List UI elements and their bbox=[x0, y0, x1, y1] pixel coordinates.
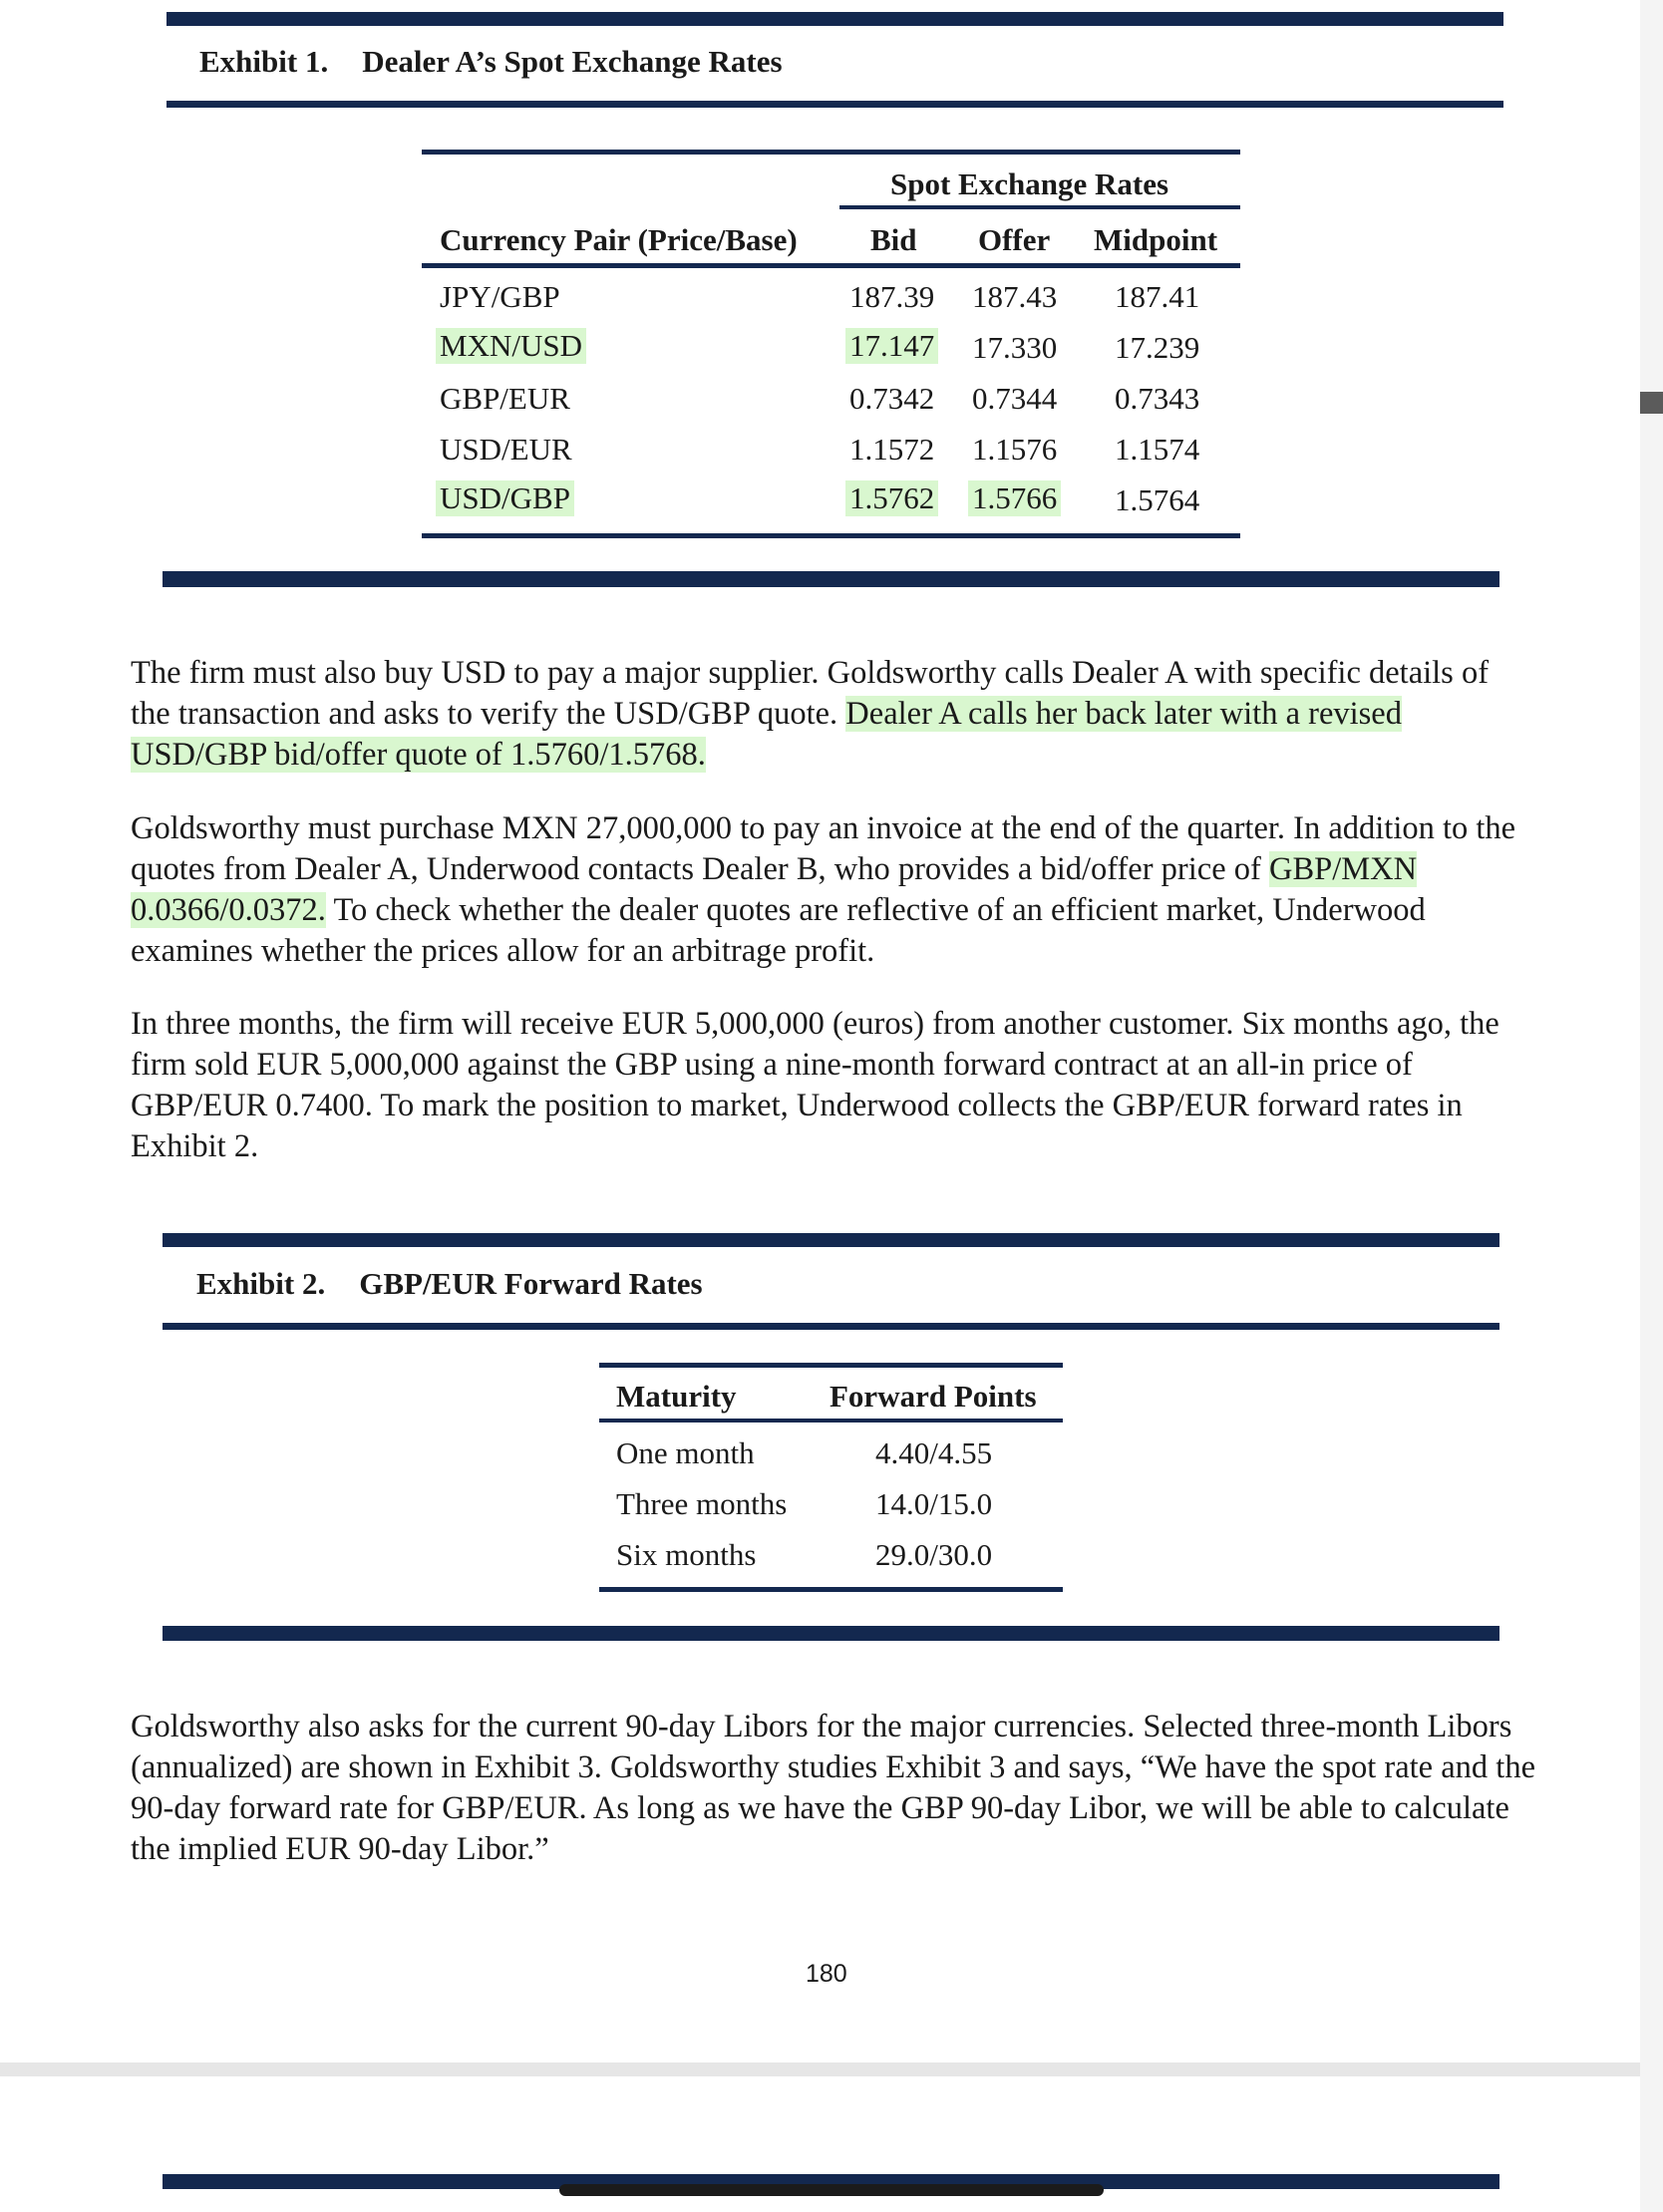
row-mid: 1.5764 bbox=[1115, 482, 1200, 517]
row-pair-highlighted: USD/GBP bbox=[436, 480, 574, 516]
exhibit2-title: GBP/EUR Forward Rates bbox=[359, 1266, 703, 1301]
row-bid: 1.1572 bbox=[849, 432, 935, 467]
row-bid: 187.39 bbox=[849, 279, 935, 314]
row-offer: 0.7344 bbox=[972, 381, 1058, 416]
row-offer: 17.330 bbox=[972, 330, 1058, 365]
page-number: 180 bbox=[806, 1960, 847, 1988]
column-header-bid: Bid bbox=[870, 222, 917, 257]
row-maturity: Three months bbox=[616, 1486, 788, 1521]
page-separator bbox=[0, 2062, 1640, 2076]
row-maturity: One month bbox=[616, 1435, 755, 1470]
highlighted-text: Dealer A calls her back later with a revised USD/GBP bid/offer quote of 1.5760/1.5768. bbox=[131, 696, 1402, 773]
row-mid: 0.7343 bbox=[1115, 381, 1200, 416]
exhibit2-bottom-rule bbox=[163, 1626, 1499, 1641]
table2-header-rule bbox=[599, 1419, 1063, 1422]
column-header-midpoint: Midpoint bbox=[1094, 222, 1218, 257]
home-indicator[interactable] bbox=[559, 2184, 1104, 2196]
table2-bottom-rule bbox=[599, 1587, 1063, 1592]
row-pair: GBP/EUR bbox=[440, 381, 570, 416]
paragraph-text: In three months, the firm will receive EUR 5,000,000 (euros) from another customer. Six months ago, the firm sold EUR 5,000,000 against the GBP using a nine-month forward contract at an all-in price of GBP/EUR 0.7400. To mark the position to market, Underwood collects the GBP/EUR forward rates in Exhibit 2. bbox=[131, 1006, 1499, 1164]
row-pair: USD/EUR bbox=[440, 432, 572, 467]
row-mid: 1.1574 bbox=[1115, 432, 1200, 467]
row-bid-highlighted: 1.5762 bbox=[845, 480, 938, 516]
row-offer: 1.1576 bbox=[972, 432, 1058, 467]
exhibit1-number: Exhibit 1. bbox=[199, 44, 329, 79]
row-points: 29.0/30.0 bbox=[875, 1537, 993, 1572]
row-points: 14.0/15.0 bbox=[875, 1486, 993, 1521]
row-bid-highlighted: 17.147 bbox=[845, 328, 938, 364]
paragraph-text: To check whether the dealer quotes are reflective of an efficient market, Underwood examines whether the prices allow for an arbitrage profit. bbox=[131, 892, 1426, 969]
column-header-pair: Currency Pair (Price/Base) bbox=[440, 222, 798, 257]
row-bid: 0.7342 bbox=[849, 381, 935, 416]
row-mid: 17.239 bbox=[1115, 330, 1200, 365]
paragraph-text: Goldsworthy also asks for the current 90-day Libors for the major currencies. Selected three-month Libors (annualized) are shown in Exhibit 3. Goldsworthy studies Exhibit 3 and says, “We have the spot rate and the 90-day forward rate for GBP/EUR. As long as we have the GBP 90-day Libor, we will be able to calculate the implied EUR 90-day Libor.” bbox=[131, 1709, 1535, 1867]
row-points: 4.40/4.55 bbox=[875, 1435, 993, 1470]
row-offer-highlighted: 1.5766 bbox=[968, 480, 1061, 516]
column-header-forward-points: Forward Points bbox=[830, 1379, 1037, 1414]
row-offer: 187.43 bbox=[972, 279, 1058, 314]
paragraph-libor bbox=[131, 1707, 1536, 1870]
column-header-maturity: Maturity bbox=[616, 1379, 737, 1414]
table2-top-rule bbox=[599, 1363, 1063, 1368]
group-header-spot-rates: Spot Exchange Rates bbox=[890, 166, 1169, 201]
highlighted-text: GBP/MXN 0.0366/0.0372. bbox=[131, 851, 1418, 928]
paragraph-text: Goldsworthy must purchase MXN 27,000,000 to pay an invoice at the end of the quarter. In addition to the quotes from Dealer A, Underwood contacts Dealer B, who provides a bid/offer price of bbox=[131, 810, 1516, 887]
row-maturity: Six months bbox=[616, 1537, 757, 1572]
row-pair: JPY/GBP bbox=[440, 279, 560, 314]
row-mid: 187.41 bbox=[1115, 279, 1200, 314]
row-pair-highlighted: MXN/USD bbox=[436, 328, 586, 364]
paragraph-text: The firm must also buy USD to pay a major supplier. Goldsworthy calls Dealer A with specific details of the transaction and asks to verify the USD/GBP quote. bbox=[131, 655, 1490, 732]
exhibit2-number: Exhibit 2. bbox=[196, 1266, 326, 1301]
exhibit1-title: Dealer A’s Spot Exchange Rates bbox=[362, 44, 783, 79]
column-header-offer: Offer bbox=[978, 222, 1051, 257]
